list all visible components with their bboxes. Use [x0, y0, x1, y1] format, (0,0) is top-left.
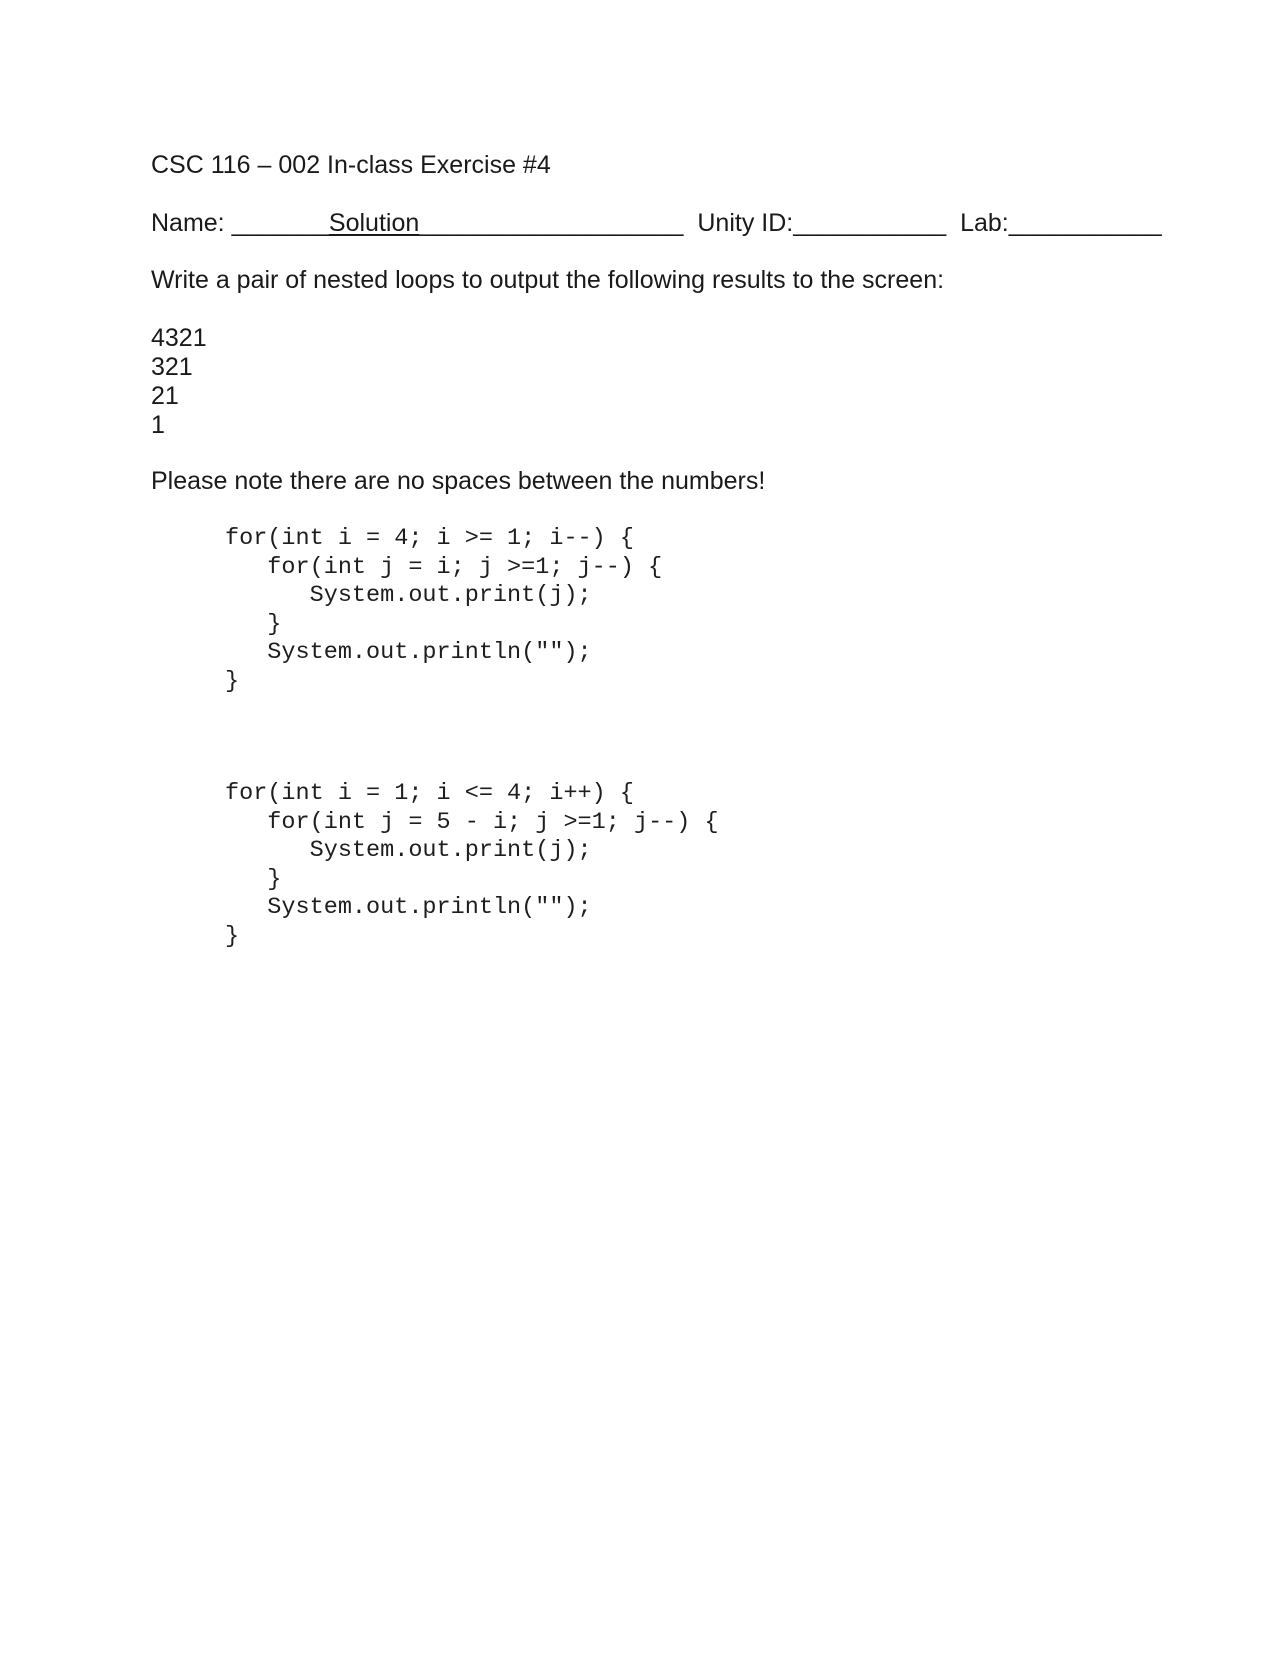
- code-line: System.out.print(j);: [225, 837, 592, 864]
- code-line: for(int j = i; j >=1; j--) {: [225, 553, 663, 581]
- code-line: System.out.print(j);: [225, 582, 592, 609]
- code-line: }: [225, 922, 240, 950]
- name-value: Solution: [328, 209, 420, 237]
- name-blank-before: _______: [231, 209, 329, 237]
- code-line: }: [225, 610, 282, 638]
- expected-output: [151, 324, 207, 440]
- name-blank-after: ___________________: [419, 209, 684, 237]
- lab-blank: ___________: [1008, 209, 1162, 237]
- code-line: System.out.println("");: [225, 639, 592, 666]
- unity-id-blank: ___________: [793, 209, 947, 237]
- unity-id-label: Unity ID:: [683, 209, 794, 237]
- note-text: Please note there are no spaces between the numbers!: [151, 467, 766, 495]
- solution-code-1: [225, 525, 662, 696]
- code-line: System.out.println("");: [225, 894, 592, 921]
- code-line: }: [225, 865, 282, 893]
- code-line: for(int i = 4; i >= 1; i--) {: [225, 525, 634, 552]
- output-line: 1: [151, 411, 165, 439]
- lab-label: Lab:: [946, 209, 1009, 237]
- output-line: 4321: [151, 324, 207, 352]
- code-line: for(int i = 1; i <= 4; i++) {: [225, 780, 634, 807]
- output-line: 321: [151, 353, 193, 381]
- solution-code-2: [225, 780, 719, 951]
- code-line: for(int j = 5 - i; j >=1; j--) {: [225, 808, 719, 836]
- exercise-title: CSC 116 – 002 In-class Exercise #4: [151, 151, 551, 179]
- code-line: }: [225, 667, 240, 695]
- instruction-text: Write a pair of nested loops to output the following results to the screen:: [151, 266, 945, 294]
- name-label: Name:: [151, 209, 232, 237]
- student-info-row: [151, 209, 1162, 238]
- output-line: 21: [151, 382, 179, 410]
